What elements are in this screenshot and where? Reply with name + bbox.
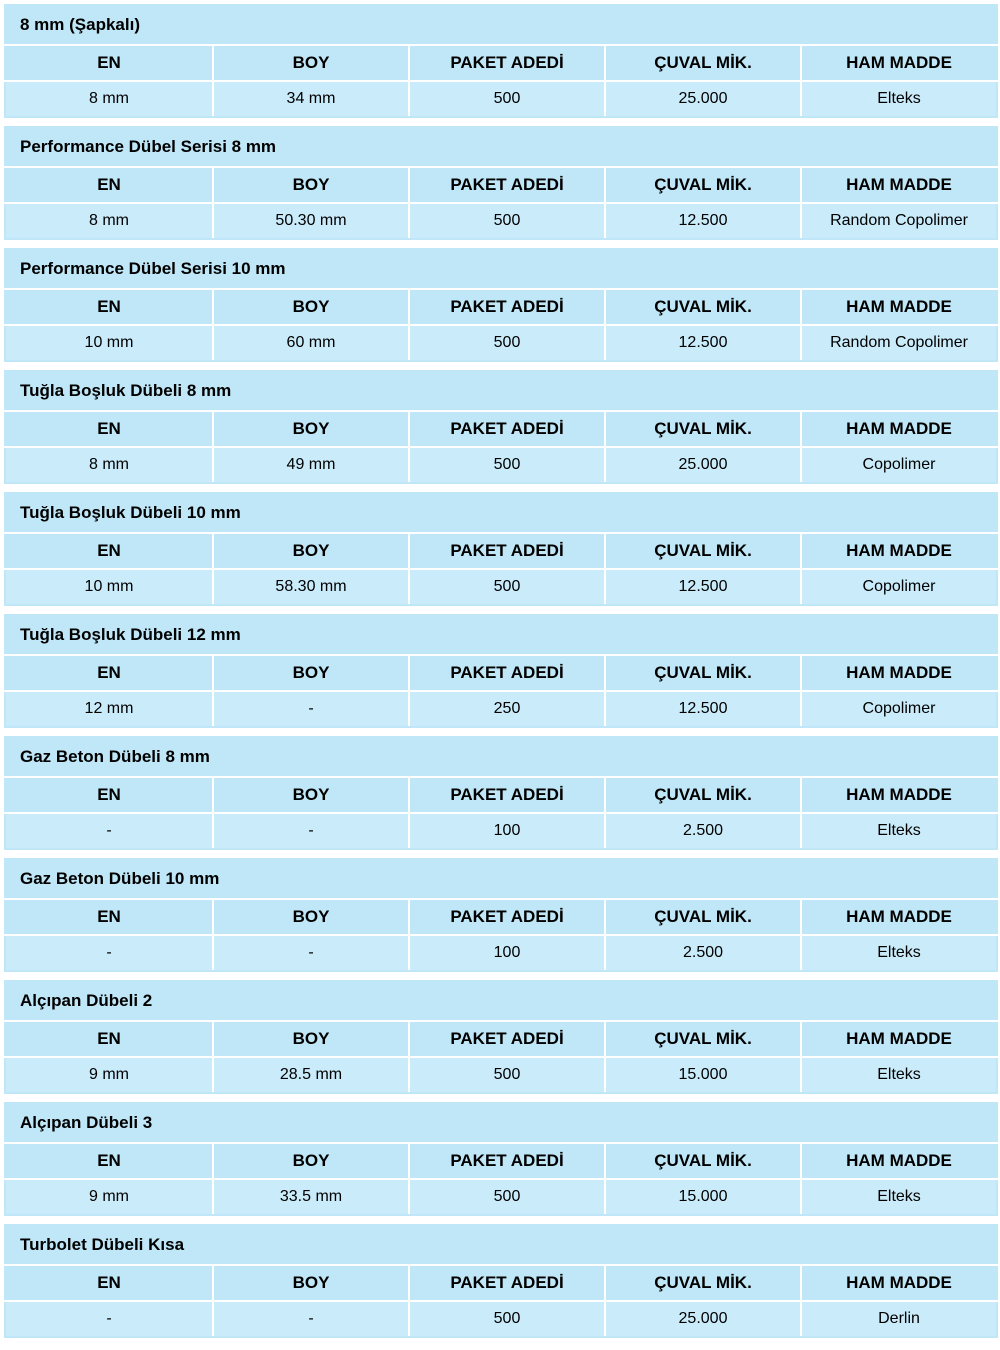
cell-boy: 28.5 mm [213,1057,409,1093]
product-group [4,1102,996,1216]
table-row [5,569,997,605]
cell-paket-adedi: 250 [409,691,605,727]
product-group [4,858,996,972]
table-row [5,935,997,971]
column-header-boy: BOY [213,899,409,935]
cell-boy: 58.30 mm [213,569,409,605]
column-header-ham-madde: HAM MADDE [801,533,997,569]
cell-cuval-mik: 15.000 [605,1057,801,1093]
product-table [4,1224,998,1338]
cell-en: 8 mm [5,447,213,483]
cell-cuval-mik: 25.000 [605,447,801,483]
column-header-boy: BOY [213,777,409,813]
cell-en: 9 mm [5,1057,213,1093]
product-group [4,492,996,606]
group-title-row [5,493,997,533]
column-header-paket-adedi: PAKET ADEDİ [409,289,605,325]
cell-paket-adedi: 500 [409,81,605,117]
product-group [4,736,996,850]
cell-ham-madde: Elteks [801,813,997,849]
cell-paket-adedi: 500 [409,1301,605,1337]
cell-cuval-mik: 25.000 [605,1301,801,1337]
table-row [5,813,997,849]
column-header-en: EN [5,777,213,813]
column-header-en: EN [5,655,213,691]
group-title-row [5,1225,997,1265]
table-row [5,1301,997,1337]
cell-paket-adedi: 500 [409,569,605,605]
cell-boy: 34 mm [213,81,409,117]
column-header-cuval-mik: ÇUVAL MİK. [605,655,801,691]
cell-en: 8 mm [5,203,213,239]
cell-boy: - [213,935,409,971]
cell-cuval-mik: 15.000 [605,1179,801,1215]
column-header-boy: BOY [213,167,409,203]
product-table [4,980,998,1094]
column-header-cuval-mik: ÇUVAL MİK. [605,533,801,569]
cell-ham-madde: Elteks [801,1057,997,1093]
product-table [4,248,998,362]
product-table [4,4,998,118]
group-title-row [5,981,997,1021]
group-title: Tuğla Boşluk Dübeli 8 mm [5,371,997,411]
cell-en: 8 mm [5,81,213,117]
cell-ham-madde: Copolimer [801,447,997,483]
cell-boy: 60 mm [213,325,409,361]
cell-paket-adedi: 500 [409,447,605,483]
column-header-row [5,167,997,203]
cell-cuval-mik: 12.500 [605,203,801,239]
table-row [5,447,997,483]
column-header-ham-madde: HAM MADDE [801,45,997,81]
column-header-ham-madde: HAM MADDE [801,1143,997,1179]
product-table [4,858,998,972]
column-header-cuval-mik: ÇUVAL MİK. [605,1265,801,1301]
column-header-boy: BOY [213,1143,409,1179]
column-header-cuval-mik: ÇUVAL MİK. [605,289,801,325]
cell-paket-adedi: 100 [409,813,605,849]
column-header-boy: BOY [213,45,409,81]
column-header-en: EN [5,899,213,935]
column-header-en: EN [5,289,213,325]
table-row [5,1179,997,1215]
column-header-row [5,899,997,935]
column-header-ham-madde: HAM MADDE [801,167,997,203]
cell-en: 10 mm [5,325,213,361]
cell-ham-madde: Derlin [801,1301,997,1337]
group-title: Gaz Beton Dübeli 8 mm [5,737,997,777]
product-table [4,736,998,850]
column-header-en: EN [5,1265,213,1301]
column-header-paket-adedi: PAKET ADEDİ [409,655,605,691]
column-header-ham-madde: HAM MADDE [801,1021,997,1057]
column-header-row [5,777,997,813]
column-header-boy: BOY [213,655,409,691]
cell-ham-madde: Random Copolimer [801,325,997,361]
column-header-cuval-mik: ÇUVAL MİK. [605,45,801,81]
cell-cuval-mik: 2.500 [605,935,801,971]
column-header-en: EN [5,411,213,447]
cell-paket-adedi: 500 [409,1057,605,1093]
cell-en: 10 mm [5,569,213,605]
product-table [4,614,998,728]
column-header-row [5,533,997,569]
column-header-row [5,1021,997,1057]
group-title: 8 mm (Şapkalı) [5,5,997,45]
column-header-en: EN [5,1143,213,1179]
column-header-ham-madde: HAM MADDE [801,289,997,325]
product-group [4,1224,996,1338]
cell-paket-adedi: 500 [409,325,605,361]
cell-cuval-mik: 2.500 [605,813,801,849]
column-header-cuval-mik: ÇUVAL MİK. [605,777,801,813]
group-title: Tuğla Boşluk Dübeli 12 mm [5,615,997,655]
cell-en: 12 mm [5,691,213,727]
cell-cuval-mik: 25.000 [605,81,801,117]
group-title: Gaz Beton Dübeli 10 mm [5,859,997,899]
group-title: Performance Dübel Serisi 8 mm [5,127,997,167]
group-title-row [5,859,997,899]
group-title-row [5,5,997,45]
product-group [4,370,996,484]
cell-paket-adedi: 100 [409,935,605,971]
product-group [4,4,996,118]
column-header-paket-adedi: PAKET ADEDİ [409,899,605,935]
column-header-en: EN [5,167,213,203]
group-title: Performance Dübel Serisi 10 mm [5,249,997,289]
column-header-en: EN [5,45,213,81]
cell-en: - [5,935,213,971]
column-header-boy: BOY [213,1021,409,1057]
cell-boy: 49 mm [213,447,409,483]
product-group [4,248,996,362]
cell-ham-madde: Random Copolimer [801,203,997,239]
cell-en: - [5,813,213,849]
column-header-ham-madde: HAM MADDE [801,655,997,691]
cell-ham-madde: Copolimer [801,569,997,605]
column-header-paket-adedi: PAKET ADEDİ [409,1265,605,1301]
group-title-row [5,127,997,167]
column-header-cuval-mik: ÇUVAL MİK. [605,899,801,935]
cell-boy: 33.5 mm [213,1179,409,1215]
cell-cuval-mik: 12.500 [605,325,801,361]
column-header-ham-madde: HAM MADDE [801,1265,997,1301]
product-group [4,126,996,240]
column-header-en: EN [5,1021,213,1057]
table-row [5,81,997,117]
cell-en: 9 mm [5,1179,213,1215]
column-header-ham-madde: HAM MADDE [801,899,997,935]
cell-ham-madde: Copolimer [801,691,997,727]
cell-cuval-mik: 12.500 [605,569,801,605]
table-row [5,203,997,239]
product-table [4,126,998,240]
column-header-en: EN [5,533,213,569]
cell-ham-madde: Elteks [801,1179,997,1215]
column-header-boy: BOY [213,411,409,447]
group-title-row [5,1103,997,1143]
column-header-paket-adedi: PAKET ADEDİ [409,1021,605,1057]
column-header-paket-adedi: PAKET ADEDİ [409,45,605,81]
product-table [4,1102,998,1216]
cell-paket-adedi: 500 [409,203,605,239]
cell-cuval-mik: 12.500 [605,691,801,727]
group-title-row [5,371,997,411]
column-header-row [5,1265,997,1301]
group-title: Tuğla Boşluk Dübeli 10 mm [5,493,997,533]
group-title: Alçıpan Dübeli 3 [5,1103,997,1143]
product-table [4,492,998,606]
column-header-ham-madde: HAM MADDE [801,777,997,813]
table-row [5,325,997,361]
column-header-paket-adedi: PAKET ADEDİ [409,533,605,569]
group-title-row [5,737,997,777]
column-header-boy: BOY [213,289,409,325]
cell-ham-madde: Elteks [801,935,997,971]
column-header-paket-adedi: PAKET ADEDİ [409,411,605,447]
column-header-paket-adedi: PAKET ADEDİ [409,777,605,813]
column-header-ham-madde: HAM MADDE [801,411,997,447]
column-header-paket-adedi: PAKET ADEDİ [409,1143,605,1179]
cell-boy: - [213,1301,409,1337]
cell-paket-adedi: 500 [409,1179,605,1215]
group-title: Alçıpan Dübeli 2 [5,981,997,1021]
product-group [4,980,996,1094]
column-header-boy: BOY [213,533,409,569]
column-header-row [5,1143,997,1179]
column-header-cuval-mik: ÇUVAL MİK. [605,411,801,447]
cell-boy: - [213,813,409,849]
table-row [5,1057,997,1093]
group-title-row [5,249,997,289]
cell-boy: - [213,691,409,727]
column-header-row [5,289,997,325]
table-row [5,691,997,727]
group-title: Turbolet Dübeli Kısa [5,1225,997,1265]
column-header-cuval-mik: ÇUVAL MİK. [605,167,801,203]
column-header-boy: BOY [213,1265,409,1301]
cell-en: - [5,1301,213,1337]
product-group [4,614,996,728]
product-table [4,370,998,484]
column-header-paket-adedi: PAKET ADEDİ [409,167,605,203]
column-header-cuval-mik: ÇUVAL MİK. [605,1021,801,1057]
column-header-row [5,655,997,691]
column-header-row [5,411,997,447]
column-header-row [5,45,997,81]
group-title-row [5,615,997,655]
column-header-cuval-mik: ÇUVAL MİK. [605,1143,801,1179]
cell-ham-madde: Elteks [801,81,997,117]
cell-boy: 50.30 mm [213,203,409,239]
